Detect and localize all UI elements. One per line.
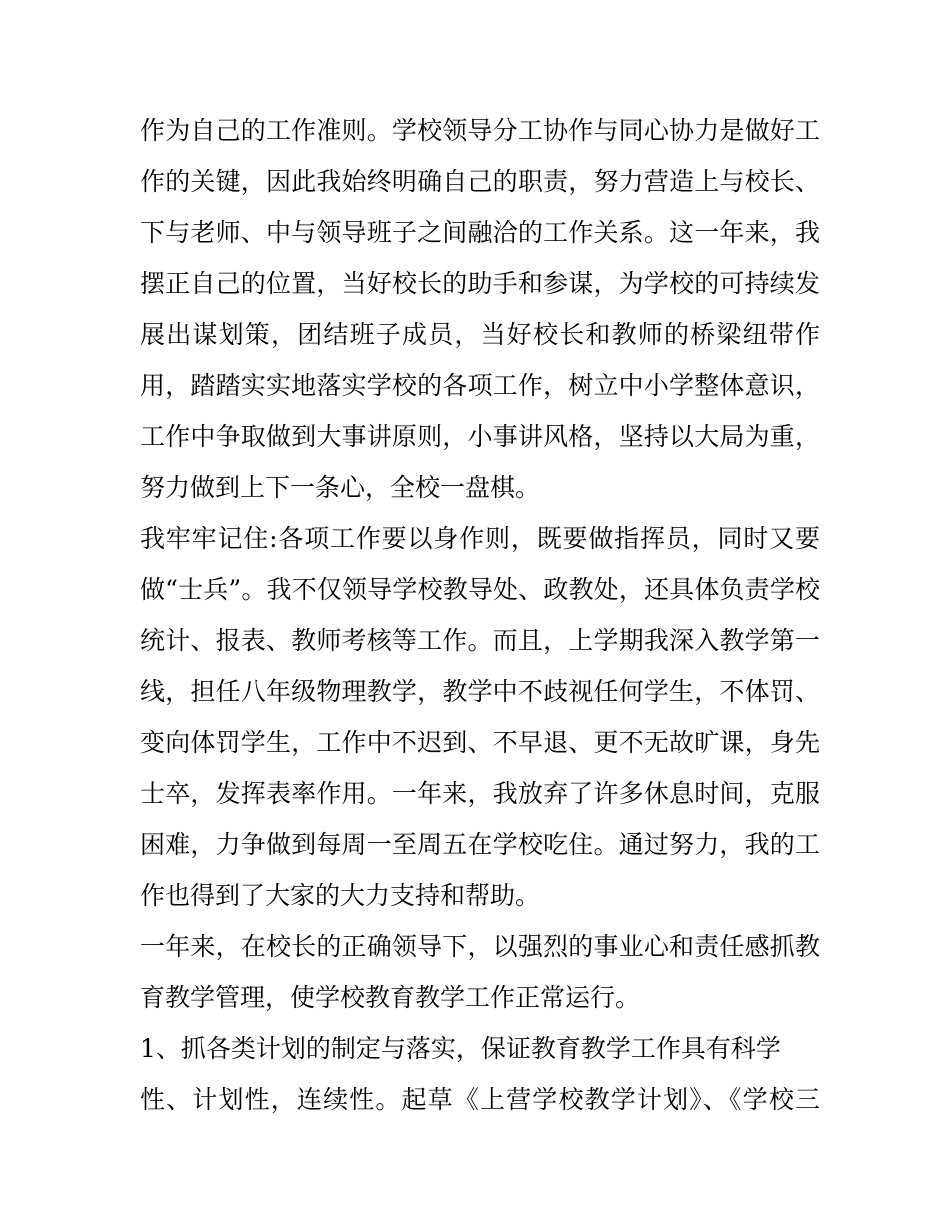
text-line: 作为自己的工作准则。学校领导分工协作与同心协力是做好工 — [140, 116, 820, 145]
text-line: 我牢牢记住:各项工作要以身作则，既要做指挥员，同时又要 — [140, 524, 820, 553]
text-line: 1、抓各类计划的制定与落实，保证教育教学工作具有科学 — [140, 1034, 781, 1063]
text-line: 一年来，在校长的正确领导下，以强烈的事业心和责任感抓教 — [140, 932, 820, 961]
text-line: 摆正自己的位置，当好校长的助手和参谋，为学校的可持续发 — [140, 269, 820, 298]
text-line: 变向体罚学生，工作中不迟到、不早退、更不无故旷课，身先 — [140, 728, 820, 757]
text-line: 士卒，发挥表率作用。一年来，我放弃了许多休息时间，克服 — [140, 779, 820, 808]
text-line: 工作中争取做到大事讲原则，小事讲风格，坚持以大局为重， — [140, 422, 820, 451]
text-line: 作的关键，因此我始终明确自己的职责，努力营造上与校长、 — [140, 167, 820, 196]
text-line: 性、计划性，连续性。起草《上营学校教学计划》、《学校三 — [140, 1085, 820, 1114]
text-line: 困难，力争做到每周一至周五在学校吃住。通过努力，我的工 — [140, 830, 820, 859]
text-line: 努力做到上下一条心，全校一盘棋。 — [140, 473, 541, 502]
text-line: 育教学管理，使学校教育教学工作正常运行。 — [140, 983, 641, 1012]
document-body — [140, 105, 820, 1125]
text-line: 线，担任八年级物理教学，教学中不歧视任何学生，不体罚、 — [140, 677, 820, 706]
text-line: 展出谋划策，团结班子成员，当好校长和教师的桥梁纽带作 — [140, 320, 820, 349]
text-line: 统计、报表、教师考核等工作。而且，上学期我深入教学第一 — [140, 626, 820, 655]
text-line: 下与老师、中与领导班子之间融洽的工作关系。这一年来，我 — [140, 218, 820, 247]
text-line: 做“士兵”。我不仅领导学校教导处、政教处，还具体负责学校 — [140, 575, 820, 604]
text-line: 用，踏踏实实地落实学校的各项工作，树立中小学整体意识， — [140, 371, 820, 400]
text-line: 作也得到了大家的大力支持和帮助。 — [140, 881, 541, 910]
